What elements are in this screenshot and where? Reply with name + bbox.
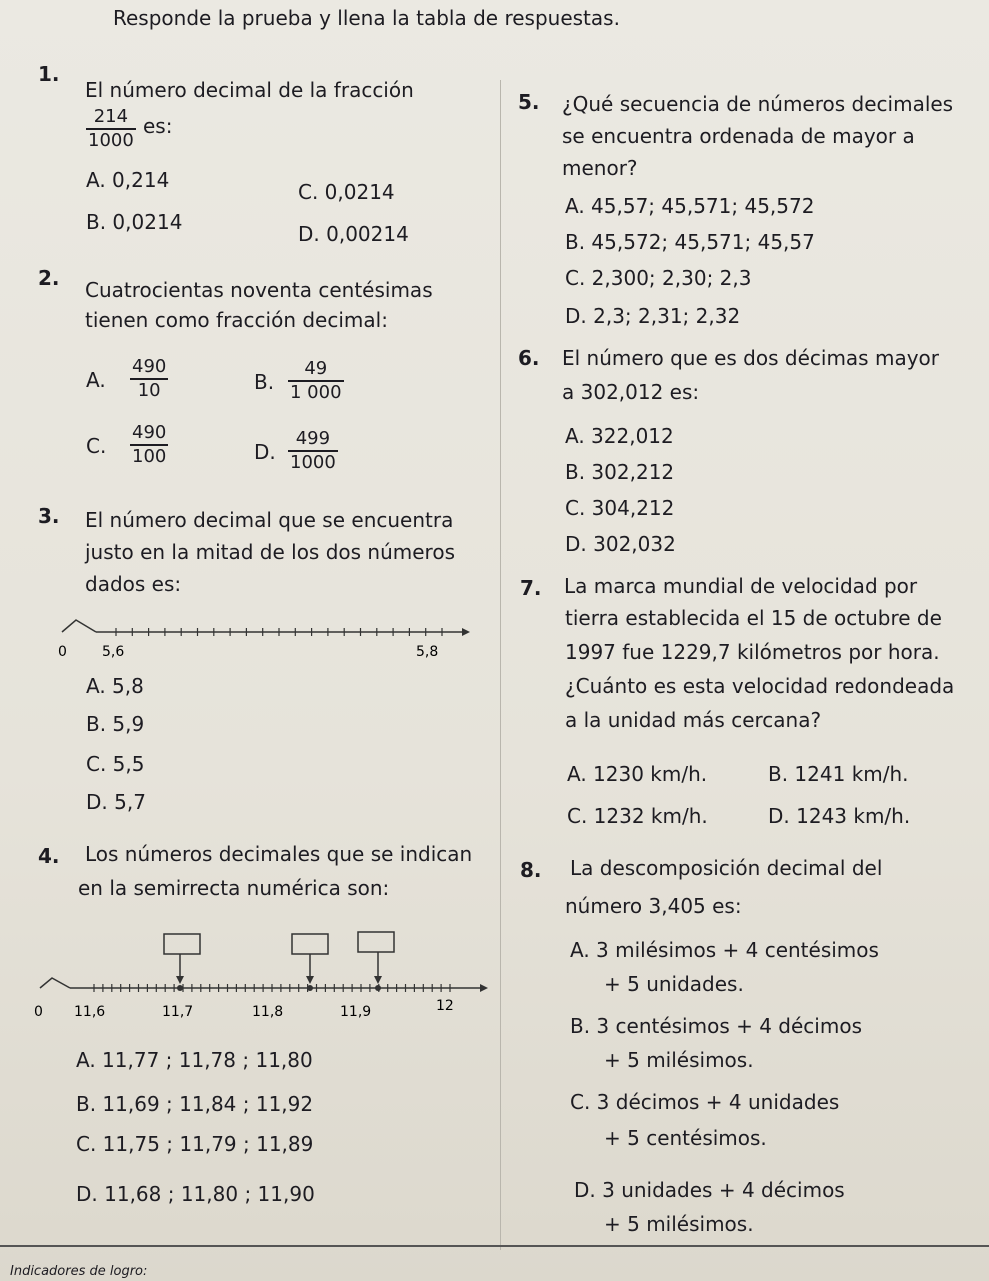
- q8-option-c-line1[interactable]: C. 3 décimos + 4 unidades: [570, 1090, 840, 1114]
- q4-axis-label-11-7: 11,7: [162, 1004, 194, 1020]
- q5-option-a[interactable]: A. 45,57; 45,571; 45,572: [565, 194, 815, 218]
- q5-number: 5.: [518, 90, 540, 114]
- q7-line1: La marca mundial de velocidad por: [564, 574, 918, 598]
- q2-option-a-fraction[interactable]: [130, 356, 168, 402]
- footer-label: Indicadores de logro:: [10, 1264, 148, 1279]
- q2-option-b-denominator: 1 000: [290, 382, 342, 403]
- q3-line1: El número decimal que se encuentra: [85, 508, 454, 532]
- q3-line3: dados es:: [85, 572, 182, 596]
- q3-option-d[interactable]: D. 5,7: [86, 790, 146, 814]
- q8-option-a-line2[interactable]: + 5 unidades.: [604, 972, 744, 996]
- q1-fraction-denominator: 1000: [88, 130, 134, 151]
- q4-line2: en la semirrecta numérica son:: [78, 876, 390, 900]
- q4-axis-label-11-8: 11,8: [252, 1004, 284, 1020]
- q1-number: 1.: [38, 62, 60, 86]
- q4-option-b[interactable]: B. 11,69 ; 11,84 ; 11,92: [76, 1092, 314, 1116]
- q2-option-c-letter[interactable]: C.: [86, 434, 107, 458]
- q1-fraction: [86, 106, 136, 152]
- q8-option-d-line2[interactable]: + 5 milésimos.: [604, 1212, 754, 1236]
- q2-option-a-numerator: 490: [130, 356, 168, 380]
- q8-option-d-line1[interactable]: D. 3 unidades + 4 décimos: [574, 1178, 845, 1202]
- q4-option-c[interactable]: C. 11,75 ; 11,79 ; 11,89: [76, 1132, 314, 1156]
- q6-line1: El número que es dos décimas mayor: [562, 346, 939, 370]
- q2-option-d-numerator: 499: [288, 428, 338, 452]
- q8-option-b-line1[interactable]: B. 3 centésimos + 4 décimos: [570, 1014, 863, 1038]
- q4-option-a[interactable]: A. 11,77 ; 11,78 ; 11,80: [76, 1048, 313, 1072]
- q7-option-a[interactable]: A. 1230 km/h.: [567, 762, 708, 786]
- q4-answer-box-3[interactable]: [358, 932, 394, 952]
- q6-line2: a 302,012 es:: [562, 380, 700, 404]
- q4-number: 4.: [38, 844, 60, 868]
- instruction: Responde la prueba y llena la tabla de respuestas.: [113, 6, 620, 30]
- q2-option-d-denominator: 1000: [290, 452, 336, 473]
- q5-option-b[interactable]: B. 45,572; 45,571; 45,57: [565, 230, 815, 254]
- q7-number: 7.: [520, 576, 542, 600]
- q6-option-c[interactable]: C. 304,212: [565, 496, 675, 520]
- q1-fraction-numerator: 214: [86, 106, 136, 130]
- q8-line2: número 3,405 es:: [565, 894, 742, 918]
- q8-option-a-line1[interactable]: A. 3 milésimos + 4 centésimos: [570, 938, 879, 962]
- q1-text-after: es:: [143, 114, 173, 138]
- q2-option-b-numerator: 49: [288, 358, 344, 382]
- q6-number: 6.: [518, 346, 540, 370]
- footer-divider: [0, 1245, 989, 1247]
- q3-line2: justo en la mitad de los dos números: [85, 540, 455, 564]
- q3-number-line: [50, 612, 470, 662]
- q3-option-a[interactable]: A. 5,8: [86, 674, 144, 698]
- q2-option-c-numerator: 490: [130, 422, 168, 446]
- q7-line3: 1997 fue 1229,7 kilómetros por hora.: [565, 640, 940, 664]
- q1-option-d[interactable]: D. 0,00214: [298, 222, 409, 246]
- q2-line1: Cuatrocientas noventa centésimas: [85, 278, 433, 302]
- q7-line2: tierra establecida el 15 de octubre de: [565, 606, 942, 630]
- q6-option-b[interactable]: B. 302,212: [565, 460, 675, 484]
- q7-option-c[interactable]: C. 1232 km/h.: [567, 804, 708, 828]
- q4-option-d[interactable]: D. 11,68 ; 11,80 ; 11,90: [76, 1182, 315, 1206]
- q4-line1: Los números decimales que se indican: [85, 842, 473, 866]
- q8-number: 8.: [520, 858, 542, 882]
- q7-option-d[interactable]: D. 1243 km/h.: [768, 804, 911, 828]
- q3-axis-label-5-6: 5,6: [102, 644, 125, 660]
- q2-number: 2.: [38, 266, 60, 290]
- q1-option-c[interactable]: C. 0,0214: [298, 180, 395, 204]
- q2-option-c-denominator: 100: [132, 446, 167, 467]
- q6-option-a[interactable]: A. 322,012: [565, 424, 674, 448]
- q5-line2: se encuentra ordenada de mayor a: [562, 124, 915, 148]
- q3-axis-label-5-8: 5,8: [416, 644, 439, 660]
- q2-option-a-denominator: 10: [137, 380, 161, 401]
- q2-option-d-letter[interactable]: D.: [254, 440, 276, 464]
- q4-axis-label-0: 0: [34, 1004, 43, 1020]
- q4-axis-label-11-6: 11,6: [74, 1004, 106, 1020]
- q1-option-b[interactable]: B. 0,0214: [86, 210, 183, 234]
- q4-answer-box-1[interactable]: [164, 934, 200, 954]
- q8-line1: La descomposición decimal del: [570, 856, 883, 880]
- q3-number: 3.: [38, 504, 60, 528]
- q8-option-c-line2[interactable]: + 5 centésimos.: [604, 1126, 767, 1150]
- q2-option-d-fraction[interactable]: [288, 428, 338, 474]
- q4-axis-label-11-9: 11,9: [340, 1004, 372, 1020]
- q2-option-c-fraction[interactable]: [130, 422, 168, 468]
- q5-line1: ¿Qué secuencia de números decimales: [562, 92, 954, 116]
- q2-option-a-letter[interactable]: A.: [86, 368, 106, 392]
- column-divider: [500, 80, 501, 1250]
- q1-option-a[interactable]: A. 0,214: [86, 168, 170, 192]
- q5-option-c[interactable]: C. 2,300; 2,30; 2,3: [565, 266, 752, 290]
- q4-number-line: [30, 926, 490, 1026]
- q7-line5: a la unidad más cercana?: [565, 708, 822, 732]
- q4-answer-box-2[interactable]: [292, 934, 328, 954]
- q7-option-b[interactable]: B. 1241 km/h.: [768, 762, 909, 786]
- q1-text: El número decimal de la fracción: [85, 78, 414, 102]
- q3-option-c[interactable]: C. 5,5: [86, 752, 145, 776]
- q8-option-b-line2[interactable]: + 5 milésimos.: [604, 1048, 754, 1072]
- q2-line2: tienen como fracción decimal:: [85, 308, 388, 332]
- q2-option-b-letter[interactable]: B.: [254, 370, 275, 394]
- q5-option-d[interactable]: D. 2,3; 2,31; 2,32: [565, 304, 741, 328]
- q7-line4: ¿Cuánto es esta velocidad redondeada: [565, 674, 955, 698]
- q6-option-d[interactable]: D. 302,032: [565, 532, 676, 556]
- q5-line3: menor?: [562, 156, 638, 180]
- q3-option-b[interactable]: B. 5,9: [86, 712, 145, 736]
- q4-axis-label-12: 12: [436, 998, 454, 1014]
- q2-option-b-fraction[interactable]: [288, 358, 344, 404]
- q3-axis-label-0: 0: [58, 644, 67, 660]
